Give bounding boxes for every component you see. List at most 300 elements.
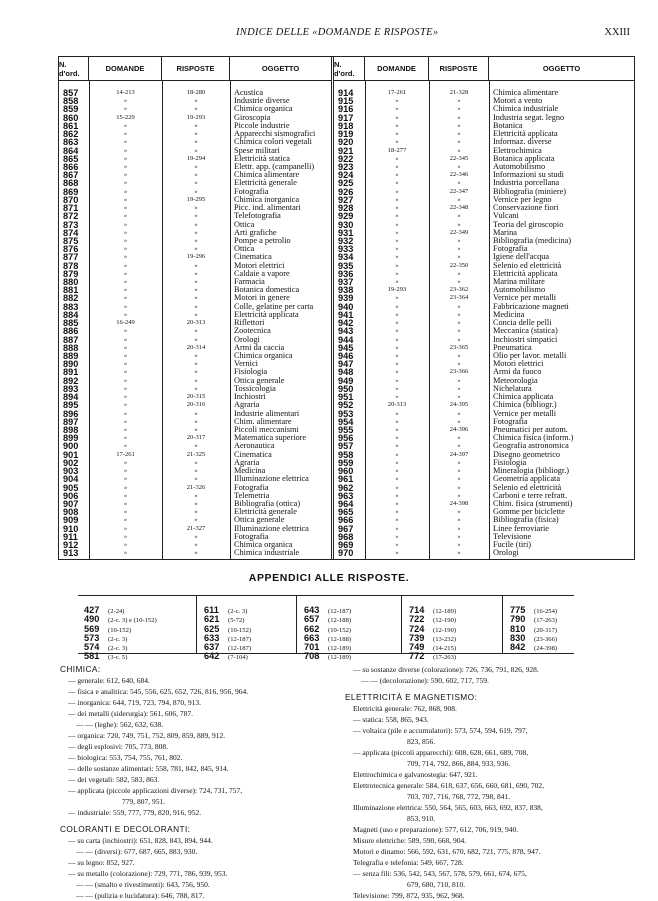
answer-ref: » [194, 467, 198, 475]
question-ref: » [395, 524, 399, 532]
subject: Motori a vento [493, 96, 543, 106]
index-entry: — industriale: 559, 777, 779, 820, 916, 952. [68, 808, 202, 817]
answer-ref: » [194, 294, 198, 302]
appendix-column [84, 600, 182, 662]
column-header-oggetto: OGGETTO [489, 57, 634, 81]
question-ref: » [395, 549, 399, 557]
answer-ref: » [457, 236, 461, 244]
appendix-entry [510, 628, 608, 643]
answer-ref: » [457, 302, 461, 310]
question-ref: » [395, 541, 399, 549]
appendix-column-rule [196, 596, 197, 653]
subject: Acustica [234, 88, 264, 97]
subject: Pneumatica [493, 342, 532, 352]
subject-index-right [345, 664, 635, 901]
subject: Teoria del giroscopio [493, 219, 564, 229]
answer-ref: 22-349 [449, 228, 469, 236]
question-ref: 15-229 [116, 113, 135, 121]
question-ref: » [395, 409, 399, 417]
subject: Conservazione fiori [493, 203, 559, 213]
subject: Olio per lavor. metalli [493, 351, 567, 360]
entry-number: 924 [338, 170, 354, 181]
appendix-entry [304, 628, 402, 643]
answer-ref: » [194, 220, 198, 228]
entry-number: 959 [338, 457, 354, 468]
subject: Fotografia [234, 531, 269, 541]
question-ref: » [395, 532, 399, 540]
entry-number: 958 [338, 449, 354, 460]
appendix-entry [510, 637, 608, 653]
appendix-entry [204, 628, 302, 643]
answer-ref: » [194, 376, 198, 384]
appendix-entry [409, 637, 507, 653]
appendix-entry [304, 637, 402, 653]
question-ref: » [123, 409, 128, 417]
page-title: INDICE DELLE «DOMANDE E RISPOSTE» [236, 27, 439, 38]
subject: Chimica alimentare [234, 170, 300, 180]
entry-number: 970 [338, 548, 354, 559]
answer-ref: 22-347 [449, 187, 469, 195]
answer-ref: » [194, 508, 198, 516]
subject: Fotografia [493, 244, 528, 254]
question-ref: » [395, 368, 399, 376]
answer-ref: » [194, 146, 198, 154]
question-ref: » [123, 146, 128, 154]
question-ref: » [123, 327, 128, 335]
entry-number: 910 [63, 523, 79, 534]
subject: Fotografia [234, 186, 269, 196]
question-ref: » [123, 130, 128, 138]
subject: Motori elettrici [234, 260, 285, 270]
appendix-reference: (17-263) [534, 617, 558, 625]
index-entry: — statica: 558, 865, 943. [353, 715, 429, 724]
index-entry: — su legno: 852, 927. [68, 858, 135, 867]
appendix-reference: (24-398) [534, 645, 558, 653]
answer-ref: 20-317 [186, 434, 206, 442]
table-left-half [59, 57, 331, 559]
answer-ref: » [457, 97, 461, 105]
entry-number: 965 [338, 507, 354, 518]
question-ref: » [395, 162, 399, 170]
answer-ref: » [194, 442, 198, 450]
subject: Chimica inorganica [234, 194, 300, 204]
answer-ref: » [194, 516, 198, 524]
answer-ref: 21-325 [186, 450, 206, 458]
subject: Elettricità applicata [234, 309, 299, 319]
question-ref: » [123, 302, 128, 310]
entry-number: 920 [338, 137, 354, 148]
subject: Vulcani [493, 211, 519, 221]
index-entry: — — (pulizia e lucidatura): 646, 788, 817. [76, 891, 205, 900]
entry-number: 950 [338, 383, 354, 394]
appendix-number: 775 [510, 605, 526, 615]
question-ref: » [123, 154, 128, 162]
appendix-entry [204, 600, 302, 615]
answer-ref: » [194, 368, 198, 376]
question-ref: » [395, 425, 399, 433]
question-ref: » [123, 278, 128, 286]
appendix-reference: (13-232) [433, 635, 457, 643]
question-ref: » [123, 352, 128, 359]
index-entry: — su carta (inchiostri): 651, 828, 843, 894, 944. [68, 836, 213, 845]
answer-ref: » [457, 195, 461, 203]
subject: Bibliografia (medicina) [493, 235, 572, 245]
entry-number: 948 [338, 367, 354, 378]
question-ref: » [395, 458, 399, 466]
question-ref: » [123, 171, 128, 179]
question-ref: » [395, 113, 399, 121]
appendix-entry [204, 619, 302, 634]
answer-ref: » [194, 475, 198, 483]
answer-ref: » [194, 532, 198, 540]
answer-ref: 21-327 [186, 524, 206, 532]
index-entry: 779, 807, 951. [122, 797, 166, 806]
appendix-number: 642 [204, 651, 220, 662]
subject: Geografia astronomica [493, 441, 569, 451]
question-ref: » [395, 327, 399, 335]
question-ref: » [123, 549, 128, 557]
question-ref: » [123, 269, 128, 277]
appendix-number: 830 [510, 632, 526, 643]
entry-number: 911 [63, 531, 78, 542]
entry-number: 963 [338, 490, 354, 501]
entry-number: 880 [63, 277, 79, 288]
subject: Armi da fuoco [493, 367, 542, 377]
entry-number: 877 [63, 252, 79, 263]
answer-ref: » [194, 236, 198, 244]
appendix-column [510, 600, 608, 653]
appendix-number: 708 [304, 651, 320, 662]
answer-ref: » [194, 286, 198, 294]
question-ref: » [123, 343, 128, 351]
entry-number: 878 [63, 260, 79, 271]
appendix-number: 573 [84, 632, 100, 643]
entry-number: 867 [63, 170, 79, 181]
appendix-table [78, 595, 574, 662]
subject: Gomme per biciclette [493, 507, 565, 517]
question-ref: 16-249 [116, 319, 135, 327]
answer-ref: » [457, 269, 461, 277]
question-ref: » [395, 319, 399, 327]
subject: Botanica [493, 120, 523, 130]
subject: Pneumatici per autom. [493, 424, 568, 434]
subject: Chimica alimentare [493, 88, 559, 97]
question-ref: » [123, 220, 128, 228]
subject: Piccoli meccanismi [234, 424, 299, 434]
appendix-number: 581 [84, 651, 100, 662]
question-ref: » [123, 467, 128, 475]
answer-ref: » [194, 105, 198, 113]
question-ref: » [395, 130, 399, 138]
subject: Industrie alimentari [234, 408, 300, 418]
index-entry: — dei vegetali: 582, 583, 863. [68, 775, 160, 784]
entry-number: 899 [63, 433, 79, 444]
subject: Elettricità generale [234, 507, 297, 517]
question-ref: » [123, 425, 128, 433]
question-ref: » [123, 97, 128, 105]
answer-ref: » [457, 467, 461, 475]
subject: Carboni e terre refratt. [493, 490, 568, 500]
subject: Chimica applicata [493, 392, 554, 402]
subject: Automobilismo [493, 161, 546, 171]
question-ref: » [123, 286, 128, 294]
answer-ref: » [457, 319, 461, 327]
answer-ref: 23-362 [449, 286, 469, 294]
appendix-number: 643 [304, 605, 320, 615]
index-entry: — voltaica (pile e accumulatori): 573, 574, 594, 619, 797, [353, 726, 528, 735]
entry-number: 893 [63, 383, 79, 394]
question-ref: » [395, 467, 399, 475]
appendix-number: 790 [510, 614, 526, 625]
subject: Zootecnica [234, 326, 271, 336]
subject: Selenio ed elettricità [493, 260, 562, 270]
entry-number: 938 [338, 285, 354, 296]
entry-number: 962 [338, 482, 354, 493]
appendix-entry [409, 619, 507, 634]
appendix-reference: (14-215) [433, 645, 457, 653]
question-ref: » [395, 97, 399, 105]
appendix-number: 722 [409, 614, 425, 625]
answer-ref: » [457, 179, 461, 187]
entry-number: 917 [338, 112, 354, 123]
appendix-reference: (23-366) [534, 635, 558, 643]
subject: Chimica organica [234, 351, 293, 360]
question-ref: » [395, 475, 399, 483]
appendix-column [409, 600, 507, 662]
entry-number: 953 [338, 408, 354, 419]
question-ref: » [395, 195, 399, 203]
question-ref: » [395, 491, 399, 499]
entry-number: 903 [63, 466, 79, 477]
question-ref: » [123, 417, 128, 425]
answer-ref: » [194, 335, 198, 343]
question-ref: » [123, 360, 128, 368]
answer-ref: 24-397 [449, 450, 469, 458]
index-entry: Misure elettriche: 589, 590, 668, 904. [353, 836, 467, 845]
appendix-reference: (10-152) [108, 626, 132, 634]
column-header-num: N. d'ord. [334, 57, 365, 81]
entry-number: 964 [338, 498, 354, 509]
appendix-number: 810 [510, 623, 526, 634]
question-ref: 18-277 [387, 146, 407, 154]
question-ref: » [395, 508, 399, 516]
answer-ref: » [194, 278, 198, 286]
answer-ref: » [194, 384, 198, 392]
subject: Colle, gelatine per carta [234, 301, 314, 311]
subject: Chim. alimentare [234, 416, 292, 426]
appendix-number: 842 [510, 642, 526, 653]
answer-ref: » [194, 302, 198, 310]
question-ref: » [395, 393, 399, 401]
question-ref: » [123, 368, 128, 376]
appendix-number: 657 [304, 614, 320, 625]
question-ref: » [123, 434, 128, 442]
index-entry: — degli esplosivi: 705, 773, 808. [68, 742, 168, 751]
appendix-number: 611 [204, 605, 219, 615]
question-ref: » [123, 105, 128, 113]
entry-number: 940 [338, 301, 354, 312]
question-ref: » [395, 154, 399, 162]
appendix-reference: (12-189) [328, 654, 352, 662]
answer-ref: » [194, 261, 198, 269]
table-rows [334, 89, 634, 557]
subject: Fisiologia [234, 367, 268, 377]
answer-ref: » [457, 138, 461, 146]
subject: Farmacia [234, 277, 265, 287]
question-ref: » [123, 524, 128, 532]
subject: Telemetria [234, 490, 270, 500]
index-entry: — su metallo (colorazione): 729, 771, 786, 939, 953. [68, 869, 228, 878]
appendix-entry [409, 628, 507, 643]
entry-number: 860 [63, 112, 79, 123]
question-ref: » [123, 401, 128, 409]
answer-ref: » [457, 417, 461, 425]
question-ref: » [395, 294, 399, 302]
question-ref: » [395, 499, 399, 507]
question-ref: » [123, 335, 128, 343]
answer-ref: » [194, 269, 198, 277]
table-right-half [334, 57, 634, 559]
question-ref: » [123, 475, 128, 483]
appendix-reference: (12-190) [433, 617, 457, 625]
subject: Medicina [234, 466, 266, 476]
subject: Tossicologia [234, 383, 276, 393]
answer-ref: » [194, 352, 198, 359]
entry-number: 871 [63, 203, 79, 214]
question-ref: » [395, 434, 399, 442]
appendix-title: APPENDICI ALLE RISPOSTE. [248, 572, 410, 584]
entry-number: 895 [63, 400, 79, 411]
subject: Riflettori [234, 318, 265, 328]
answer-ref: » [457, 162, 461, 170]
subject: Illuminazione elettrica [234, 474, 309, 484]
subject: Nichelatura [493, 383, 532, 393]
answer-ref: » [194, 171, 198, 179]
answer-ref: » [194, 179, 198, 187]
appendix-number: 574 [84, 642, 100, 653]
answer-ref: » [457, 434, 461, 442]
answer-ref: 19-293 [186, 113, 206, 121]
table-row [59, 549, 331, 557]
entry-number: 960 [338, 466, 354, 477]
entry-number: 961 [338, 474, 354, 485]
subject: Meccanica (statica) [493, 326, 558, 336]
appendix-reference: (12-190) [433, 626, 457, 634]
question-ref: » [395, 105, 399, 113]
column-header-domande: DOMANDE [89, 57, 162, 81]
subject-index-left [60, 664, 340, 901]
answer-ref: » [194, 499, 198, 507]
answer-ref: » [194, 417, 198, 425]
index-entry: Elettricità generale: 762, 868, 908. [353, 704, 457, 713]
subject: Bibliografia (fisica) [493, 515, 559, 525]
subject: Marina [493, 227, 517, 237]
question-ref: » [395, 228, 399, 236]
answer-ref: » [457, 409, 461, 417]
index-heading: ELETTRICITÀ E MAGNETISMO: [345, 692, 478, 702]
question-ref: » [123, 162, 128, 170]
entry-number: 904 [63, 474, 79, 485]
subject: Cinematica [234, 449, 272, 459]
answer-ref: 22-350 [449, 261, 469, 269]
subject: Fucile (tiri) [493, 540, 532, 550]
answer-ref: » [457, 541, 461, 549]
index-entry: — — (smalto e rivestimenti): 643, 756, 950. [76, 880, 210, 889]
question-ref: » [395, 360, 399, 368]
answer-ref: » [457, 121, 461, 129]
index-entry: Elettrotecnica generale: 584, 618, 637, 656, 660, 681, 690, 702, [353, 781, 544, 790]
answer-ref: 24-398 [449, 499, 469, 507]
subject: Chimica organica [234, 540, 293, 550]
entry-number: 906 [63, 490, 79, 501]
answer-ref: » [194, 138, 198, 146]
question-ref: » [123, 187, 128, 195]
entry-number: 915 [338, 96, 354, 107]
question-ref: » [395, 261, 399, 269]
appendix-number: 490 [84, 614, 100, 625]
appendix-entry [304, 619, 402, 634]
question-ref: » [395, 343, 399, 351]
appendix-reference: (10-152) [328, 626, 352, 634]
entry-number: 905 [63, 482, 79, 493]
answer-ref: » [194, 228, 198, 236]
entry-number: 859 [63, 104, 79, 115]
question-ref: » [395, 352, 399, 359]
entry-number: 870 [63, 194, 79, 205]
question-ref: » [395, 269, 399, 277]
entry-number: 868 [63, 178, 79, 189]
question-ref: » [395, 483, 399, 491]
subject: Informaz. diverse [493, 137, 552, 147]
entry-number: 918 [338, 120, 354, 131]
index-entry: — applicata (piccole applicazioni diverse): 724, 731, 757, [68, 786, 243, 795]
subject: Aeronautica [234, 441, 275, 451]
entry-number: 967 [338, 523, 354, 534]
question-ref: » [395, 212, 399, 220]
question-ref: 17-261 [116, 450, 135, 458]
question-ref: » [123, 458, 128, 466]
answer-ref: 24-395 [449, 401, 469, 409]
index-heading: COLORANTI E DECOLORANTI: [60, 824, 191, 834]
entry-number: 969 [338, 540, 354, 551]
index-entry: — delle sostanze alimentari: 558, 781, 842, 845, 914. [68, 764, 229, 773]
answer-ref: » [194, 130, 198, 138]
answer-ref: » [457, 549, 461, 557]
column-header-num: N. d'ord. [59, 57, 89, 81]
question-ref: » [123, 376, 128, 384]
subject: Chimica industriale [493, 104, 559, 114]
column-header-risposte: RISPOSTE [162, 57, 230, 81]
subject: Linee ferroviarie [493, 523, 549, 533]
question-ref: 19-293 [387, 286, 407, 294]
question-ref: » [123, 499, 128, 507]
entry-number: 873 [63, 219, 79, 230]
subject: Bibliografia (ottica) [234, 498, 301, 508]
answer-ref: » [457, 516, 461, 524]
entry-number: 916 [338, 104, 354, 115]
entry-number: 869 [63, 186, 79, 197]
column-header-domande: DOMANDE [365, 57, 429, 81]
question-ref: » [123, 212, 128, 220]
page-header [236, 27, 630, 41]
subject: Cinematica [234, 252, 272, 262]
question-ref: » [395, 204, 399, 212]
entry-number: 891 [63, 367, 79, 378]
question-ref: » [395, 278, 399, 286]
question-ref: » [395, 516, 399, 524]
answer-ref: » [457, 310, 461, 318]
subject: Fotografia [234, 482, 269, 492]
